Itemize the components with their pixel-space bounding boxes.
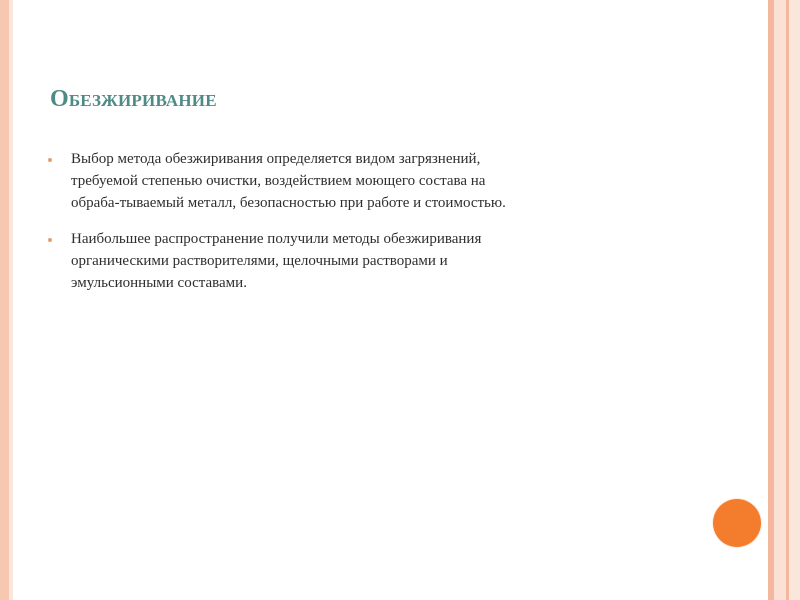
right-border-band-4	[789, 0, 800, 600]
bullet-item-1	[48, 148, 698, 214]
right-border-band-2	[774, 0, 786, 600]
left-decorative-border	[0, 0, 13, 600]
slide-content	[48, 148, 698, 308]
bullet-text-2: Наибольшее распространение получили методы обезжиривания органическими растворителями, щелочными растворами и эмульсионными составами.	[71, 231, 482, 291]
orange-circle-icon	[713, 499, 761, 547]
right-decorative-border	[768, 0, 800, 600]
bullet-item-2	[48, 228, 698, 294]
slide-title: Обезжиривание	[50, 86, 217, 112]
bullet-dot-icon	[48, 238, 52, 242]
bullet-dot-icon	[48, 158, 52, 162]
bullet-text-1: Выбор метода обезжиривания определяется видом загрязнений, требуемой степенью очистки, воздействием моющего состава на обраба-тываемый металл, безопасностью при работе и стоимостью.	[71, 151, 506, 211]
